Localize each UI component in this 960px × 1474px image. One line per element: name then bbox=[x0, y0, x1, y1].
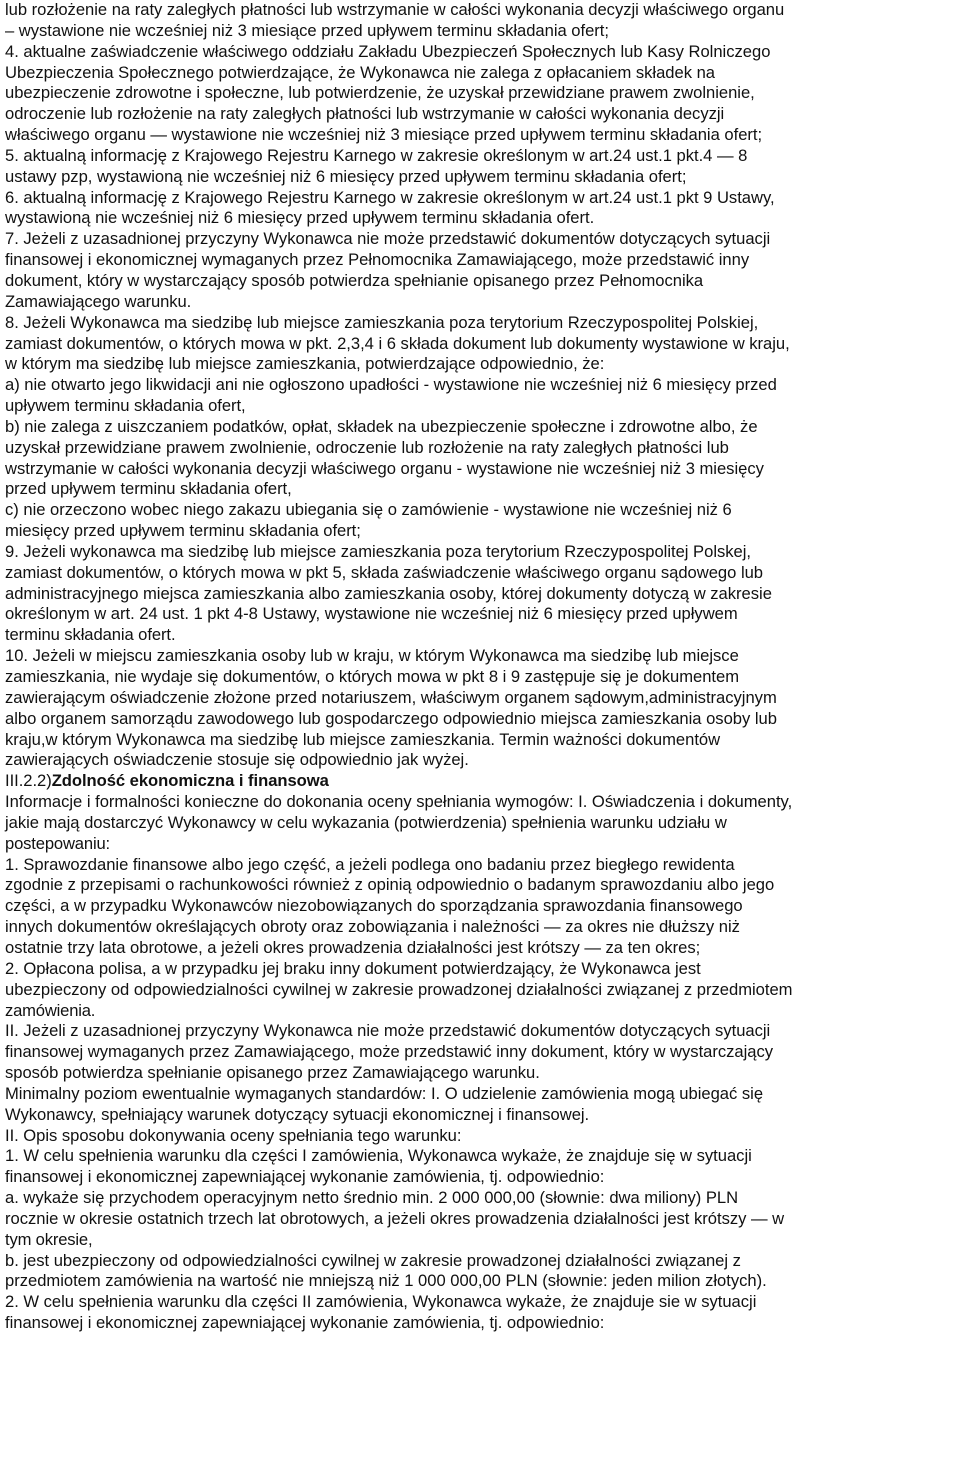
text-line: lub rozłożenie na raty zaległych płatności lub wstrzymanie w całości wykonania decyzji właściwego organu bbox=[5, 0, 785, 19]
text-line: dokument, który w wystarczający sposób potwierdza spełnianie opisanego przez Pełnomocnika bbox=[5, 270, 704, 290]
text-line: 6. aktualną informację z Krajowego Rejestru Karnego w zakresie określonym w art.24 ust.1 pkt 9 Ustawy, bbox=[5, 187, 775, 207]
text-line: a. wykaże się przychodem operacyjnym netto średnio min. 2 000 000,00 (słownie: dwa miliony) PLN bbox=[5, 1188, 739, 1208]
text-line: finansowej wymaganych przez Zamawiającego, może przedstawić inny dokument, który w wystarczający bbox=[5, 1042, 774, 1062]
text-line: zamiast dokumentów, o których mowa w pkt. 2,3,4 i 6 składa dokument lub dokumenty wystawione w kraju, bbox=[5, 333, 790, 353]
text-line: 2. Opłacona polisa, a w przypadku jej braku inny dokument potwierdzający, że Wykonawca jest bbox=[5, 958, 701, 978]
text-line: terminu składania ofert. bbox=[5, 625, 176, 645]
text-line: określonym w art. 24 ust. 1 pkt 4-8 Ustawy, wystawione nie wcześniej niż 6 miesięcy przed upływem bbox=[5, 604, 738, 624]
text-line: finansowej i ekonomicznej zapewniającej wykonanie zamówienia, tj. odpowiednio: bbox=[5, 1313, 605, 1333]
text-line: II. Opis sposobu dokonywania oceny spełniania tego warunku: bbox=[5, 1125, 462, 1145]
text-line: zamówienia. bbox=[5, 1000, 96, 1020]
section-heading-title: Zdolność ekonomiczna i finansowa bbox=[51, 771, 329, 791]
text-line: ubezpieczony od odpowiedzialności cywilnej w zakresie prowadzonej działalności związanej z przedmiotem bbox=[5, 979, 793, 999]
text-line: b. jest ubezpieczony od odpowiedzialności cywilnej w zakresie prowadzonej działalności związanej z bbox=[5, 1250, 741, 1270]
text-line: jakie mają dostarczyć Wykonawcy w celu wykazania (potwierdzenia) spełnienia warunku udziału w bbox=[5, 812, 727, 832]
text-line: 2. W celu spełnienia warunku dla części II zamówienia, Wykonawca wykaże, że znajduje sie w sytuacji bbox=[5, 1292, 757, 1312]
text-line: albo organem samorządu zawodowego lub gospodarczego odpowiednio miejsca zamieszkania osoby lub bbox=[5, 708, 777, 728]
text-line: zamiast dokumentów, o których mowa w pkt 5, składa zaświadczenie właściwego organu sądowego lub bbox=[5, 562, 764, 582]
text-line: innych dokumentów określających obroty oraz zobowiązania i należności — za okres nie dłuższy niż bbox=[5, 917, 740, 937]
text-line: 1. W celu spełnienia warunku dla części I zamówienia, Wykonawca wykaże, że znajduje się w sytuacji bbox=[5, 1146, 752, 1166]
text-line: a) nie otwarto jego likwidacji ani nie ogłoszono upadłości - wystawione nie wcześniej niż 6 miesięcy przed bbox=[5, 375, 777, 395]
text-line: właściwego organu — wystawione nie wcześniej niż 3 miesiące przed upływem terminu składania ofert; bbox=[5, 125, 763, 145]
text-line: 1. Sprawozdanie finansowe albo jego część, a jeżeli podlega ono badaniu przez biegłego rewidenta bbox=[5, 854, 735, 874]
text-line: zawierających oświadczenie stosuje się odpowiednio jak wyżej. bbox=[5, 750, 469, 770]
text-line: 9. Jeżeli wykonawca ma siedzibę lub miejsce zamieszkania poza terytorium Rzeczypospolitej Polskej, bbox=[5, 541, 751, 561]
document-body-before-heading bbox=[5, 0, 957, 771]
text-line: Minimalny poziom ewentualnie wymaganych standardów: I. O udzielenie zamówienia mogą ubiegać się bbox=[5, 1083, 764, 1103]
section-heading-number: III.2.2) bbox=[5, 771, 52, 791]
text-line: kraju,w którym Wykonawca ma siedzibę lub miejsce zamieszkania. Termin ważności dokumentów bbox=[5, 729, 721, 749]
text-line: odroczenie lub rozłożenie na raty zaległych płatności lub wstrzymanie w całości wykonania decyzji bbox=[5, 104, 725, 124]
text-line: przedmiotem zamówienia na wartość nie mniejszą niż 1 000 000,00 PLN (słownie: jeden milion złotych). bbox=[5, 1271, 767, 1291]
text-line: przed upływem terminu składania ofert, bbox=[5, 479, 292, 499]
text-line: 10. Jeżeli w miejscu zamieszkania osoby lub w kraju, w którym Wykonawca ma siedzibę lub miejsce bbox=[5, 646, 739, 666]
text-line: zawierającym oświadczenie złożone przed notariuszem, właściwym organem sądowym,administracyjnym bbox=[5, 687, 777, 707]
text-line: ubezpieczenie zdrowotne i społeczne, lub potwierdzenie, że uzyskał przewidziane prawem zwolnienie, bbox=[5, 83, 755, 103]
text-line: 8. Jeżeli Wykonawca ma siedzibę lub miejsce zamieszkania poza terytorium Rzeczypospolitej Polskiej, bbox=[5, 312, 759, 332]
text-line: upływem terminu składania ofert, bbox=[5, 396, 246, 416]
text-line: 4. aktualne zaświadczenie właściwego oddziału Zakładu Ubezpieczeń Społecznych lub Kasy Rolniczego bbox=[5, 41, 771, 61]
text-line: finansowej i ekonomicznej zapewniającej wykonanie zamówienia, tj. odpowiednio: bbox=[5, 1167, 605, 1187]
text-line: finansowej i ekonomicznej wymaganych przez Pełnomocnika Zamawiającego, może przedstawić inny bbox=[5, 250, 750, 270]
document-body-after-heading bbox=[5, 792, 957, 1334]
text-line: tym okresie, bbox=[5, 1229, 93, 1249]
text-line: miesięcy przed upływem terminu składania ofert; bbox=[5, 521, 361, 541]
text-line: w którym ma siedzibę lub miejsce zamieszkania, potwierdzające odpowiednio, że: bbox=[5, 354, 605, 374]
text-line: zamieszkania, nie wydaje się dokumentów, o których mowa w pkt 8 i 9 zastępuje się je dokumentem bbox=[5, 667, 740, 686]
text-line: Ubezpieczenia Społecznego potwierdzające, że Wykonawca nie zalega z opłacaniem składek na bbox=[5, 62, 715, 82]
document-page bbox=[5, 0, 957, 1334]
text-line: ostatnie trzy lata obrotowe, a jeżeli okres prowadzenia działalności jest krótszy — za ten okres; bbox=[5, 937, 701, 957]
text-line: zgodnie z przepisami o rachunkowości również z opinią odpowiednio o badanym sprawozdaniu albo jego bbox=[5, 875, 775, 895]
text-line: części, a w przypadku Wykonawców niezobowiązanych do sporządzania sprawozdania finansowego bbox=[5, 896, 743, 916]
text-line: wstrzymanie w całości wykonania decyzji właściwego organu - wystawione nie wcześniej niż 3 miesięcy bbox=[5, 458, 764, 478]
text-line: b) nie zalega z uiszczaniem podatków, opłat, składek na ubezpieczenie społeczne i zdrowotne albo, że bbox=[5, 416, 758, 436]
text-line: Informacje i formalności konieczne do dokonania oceny spełniania wymogów: I. Oświadczenia i dokumenty, bbox=[5, 792, 793, 812]
text-line: Zamawiającego warunku. bbox=[5, 291, 192, 311]
text-line: administracyjnego miejsca zamieszkania albo zamieszkania osoby, której dokumenty dotyczą w zakresie bbox=[5, 583, 772, 603]
text-line: 5. aktualną informację z Krajowego Rejestru Karnego w zakresie określonym w art.24 ust.1 pkt.4 — 8 bbox=[5, 145, 748, 165]
text-line: wystawioną nie wcześniej niż 6 miesięcy przed upływem terminu składania ofert. bbox=[5, 208, 595, 228]
section-heading bbox=[5, 771, 957, 792]
text-line: – wystawione nie wcześniej niż 3 miesiące przed upływem terminu składania ofert; bbox=[5, 20, 609, 40]
text-line: Wykonawcy, spełniający warunek dotyczący sytuacji ekonomicznej i finansowej. bbox=[5, 1104, 590, 1124]
text-line: sposób potwierdza spełnianie opisanego przez Zamawiającego warunku. bbox=[5, 1063, 540, 1083]
text-line: ustawy pzp, wystawioną nie wcześniej niż 6 miesięcy przed upływem terminu składania ofert; bbox=[5, 166, 687, 186]
text-line: rocznie w okresie ostatnich trzech lat obrotowych, a jeżeli okres prowadzenia działalności jest krótszy — w bbox=[5, 1208, 785, 1228]
text-line: II. Jeżeli z uzasadnionej przyczyny Wykonawca nie może przedstawić dokumentów dotyczących sytuacji bbox=[5, 1021, 771, 1041]
text-line: c) nie orzeczono wobec niego zakazu ubiegania się o zamówienie - wystawione nie wcześniej niż 6 bbox=[5, 500, 732, 520]
text-line: postepowaniu: bbox=[5, 833, 111, 853]
text-line: 7. Jeżeli z uzasadnionej przyczyny Wykonawca nie może przedstawić dokumentów dotyczących sytuacji bbox=[5, 229, 771, 249]
text-line: uzyskał przewidziane prawem zwolnienie, odroczenie lub rozłożenie na raty zaległych płatności lub bbox=[5, 437, 729, 457]
